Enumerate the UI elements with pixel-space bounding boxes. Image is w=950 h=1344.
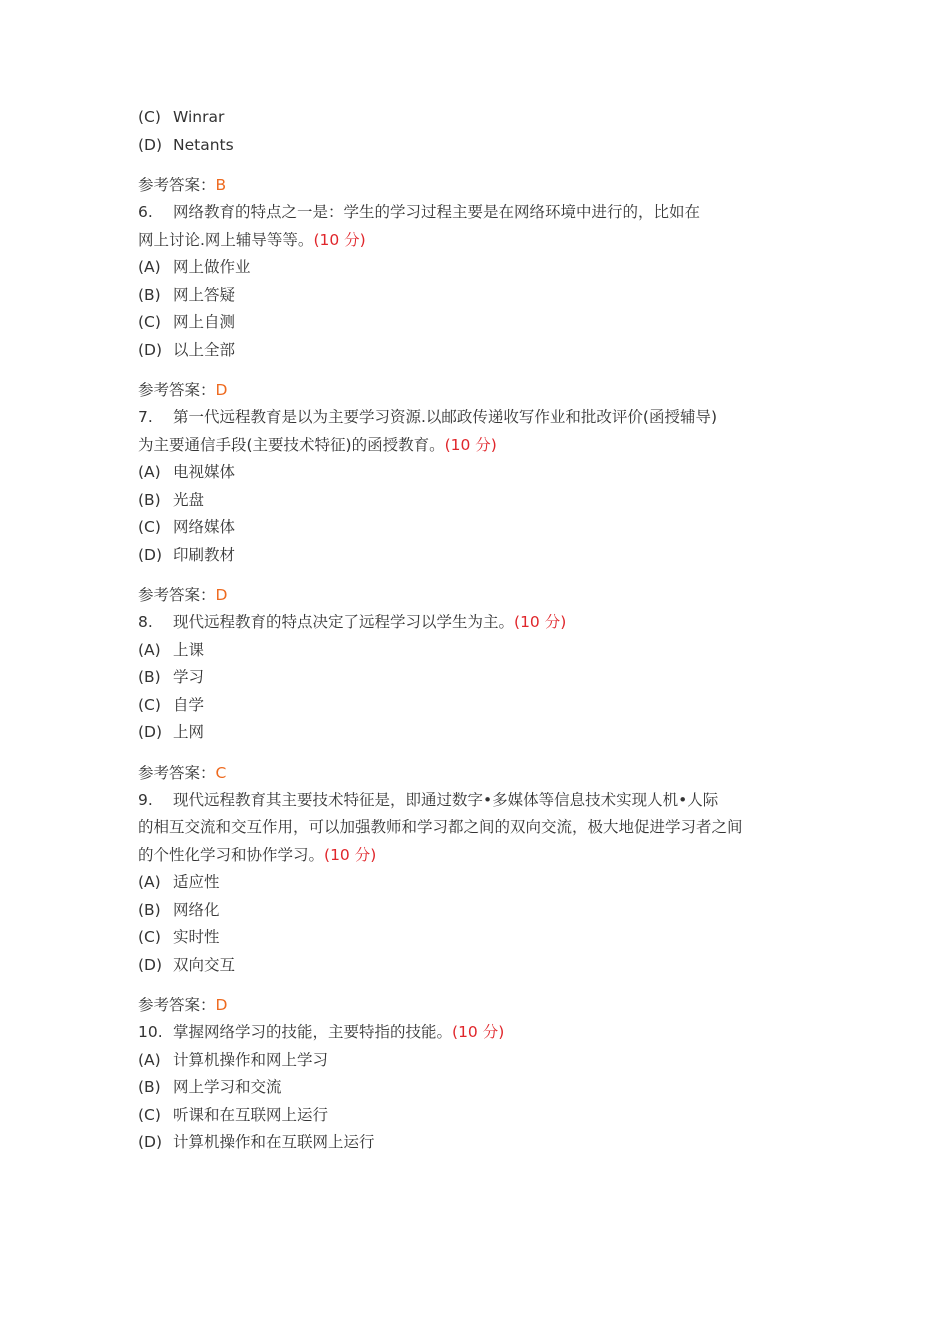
question-6 [138, 199, 818, 227]
answer-value: C [215, 763, 227, 782]
option-text: 网上学习和交流 [173, 1078, 282, 1096]
option-text: 印刷教材 [173, 545, 236, 564]
option-c [138, 514, 818, 542]
option-text: 自学 [173, 695, 205, 714]
option-letter: (C) [138, 1105, 161, 1124]
option-a [138, 869, 818, 897]
question-text: 为主要通信手段(主要技术特征)的函授教育。 [138, 435, 445, 454]
answer-label: 参考答案： [138, 381, 216, 399]
option-text: 网上做作业 [173, 258, 251, 276]
option-text: 网络媒体 [173, 518, 236, 536]
option-a [138, 637, 818, 665]
question-text: 的相互交流和交互作用，可以加强教师和学习都之间的双向交流，极大地促进学习者之间 [138, 818, 743, 836]
option-letter: (B) [138, 668, 161, 686]
option-text: 上课 [173, 640, 205, 659]
option-text: 实时性 [173, 928, 220, 946]
question-text: 现代远程教育的特点决定了远程学习以学生为主。 [173, 613, 515, 631]
option-c [138, 104, 818, 132]
option-a [138, 459, 818, 487]
reference-answer [138, 760, 818, 787]
option-letter: (C) [138, 928, 161, 946]
option-letter: (D) [138, 340, 163, 359]
answer-label: 参考答案： [138, 763, 216, 782]
question-score: (10 分) [324, 845, 377, 864]
question-number: 7. [138, 408, 153, 426]
option-c [138, 1102, 818, 1130]
option-a [138, 1047, 818, 1075]
option-d [138, 132, 818, 160]
question-text: 掌握网络学习的技能，主要特指的技能。 [173, 1023, 453, 1041]
option-c [138, 309, 818, 337]
question-9-cont [138, 842, 818, 870]
question-text: 网络教育的特点之一是：学生的学习过程主要是在网络环境中进行的，比如在 [173, 203, 701, 221]
question-score: (10 分) [452, 1023, 505, 1041]
option-letter: (D) [138, 723, 163, 741]
option-letter: (D) [138, 1133, 163, 1151]
option-text: 上网 [173, 723, 205, 741]
question-text: 网上讨论.网上辅导等等。 [138, 230, 314, 249]
option-a [138, 254, 818, 282]
option-d [138, 719, 818, 747]
option-letter: (A) [138, 258, 161, 276]
question-text: 现代远程教育其主要技术特征是，即通过数字•多媒体等信息技术实现人机•人际 [173, 790, 719, 809]
question-10 [138, 1019, 818, 1047]
option-d [138, 337, 818, 365]
option-c [138, 692, 818, 720]
question-7-cont [138, 432, 818, 460]
question-list [138, 104, 818, 1157]
question-number: 6. [138, 203, 153, 221]
question-7 [138, 404, 818, 432]
question-9 [138, 787, 818, 815]
option-letter: (C) [138, 695, 161, 714]
option-text: Netants [173, 135, 234, 154]
option-text: 网络化 [173, 900, 220, 919]
question-number: 10. [138, 1023, 163, 1041]
option-text: 网上自测 [173, 313, 236, 331]
option-letter: (A) [138, 640, 161, 659]
option-text: Winrar [173, 108, 225, 126]
answer-value: B [215, 176, 227, 194]
option-letter: (A) [138, 463, 161, 481]
option-letter: (B) [138, 900, 161, 919]
option-letter: (C) [138, 108, 161, 126]
option-letter: (C) [138, 518, 161, 536]
option-b [138, 664, 818, 692]
option-d [138, 952, 818, 980]
option-b [138, 487, 818, 515]
option-text: 电视媒体 [173, 463, 236, 481]
reference-answer [138, 377, 818, 404]
option-text: 网上答疑 [173, 285, 236, 304]
question-score: (10 分) [514, 613, 567, 631]
reference-answer [138, 992, 818, 1019]
option-b [138, 897, 818, 925]
answer-label: 参考答案： [138, 996, 216, 1014]
option-letter: (A) [138, 1050, 161, 1069]
option-b [138, 1074, 818, 1102]
option-letter: (D) [138, 545, 163, 564]
answer-value: D [215, 996, 228, 1014]
reference-answer [138, 172, 818, 199]
question-score: (10 分) [444, 435, 497, 454]
answer-value: D [215, 586, 228, 604]
option-b [138, 282, 818, 310]
answer-label: 参考答案： [138, 176, 216, 194]
option-text: 以上全部 [173, 340, 236, 359]
option-letter: (B) [138, 490, 161, 509]
option-text: 适应性 [173, 873, 220, 891]
option-text: 学习 [173, 668, 205, 686]
option-letter: (D) [138, 135, 163, 154]
reference-answer [138, 582, 818, 609]
option-text: 光盘 [173, 490, 205, 509]
answer-value: D [215, 381, 228, 399]
question-8 [138, 609, 818, 637]
answer-label: 参考答案： [138, 586, 216, 604]
option-letter: (D) [138, 955, 163, 974]
option-d [138, 1129, 818, 1157]
question-text: 的个性化学习和协作学习。 [138, 845, 325, 864]
question-9-cont [138, 814, 818, 842]
question-6-cont [138, 227, 818, 255]
option-letter: (B) [138, 1078, 161, 1096]
question-number: 9. [138, 790, 153, 809]
question-number: 8. [138, 613, 153, 631]
option-d [138, 542, 818, 570]
option-letter: (A) [138, 873, 161, 891]
option-text: 计算机操作和网上学习 [173, 1050, 329, 1069]
question-score: (10 分) [313, 230, 366, 249]
option-c [138, 924, 818, 952]
option-letter: (B) [138, 285, 161, 304]
option-text: 听课和在互联网上运行 [173, 1105, 329, 1124]
option-letter: (C) [138, 313, 161, 331]
option-text: 双向交互 [173, 955, 236, 974]
question-text: 第一代远程教育是以为主要学习资源.以邮政传递收写作业和批改评价(函授辅导) [173, 408, 718, 426]
option-text: 计算机操作和在互联网上运行 [173, 1133, 375, 1151]
